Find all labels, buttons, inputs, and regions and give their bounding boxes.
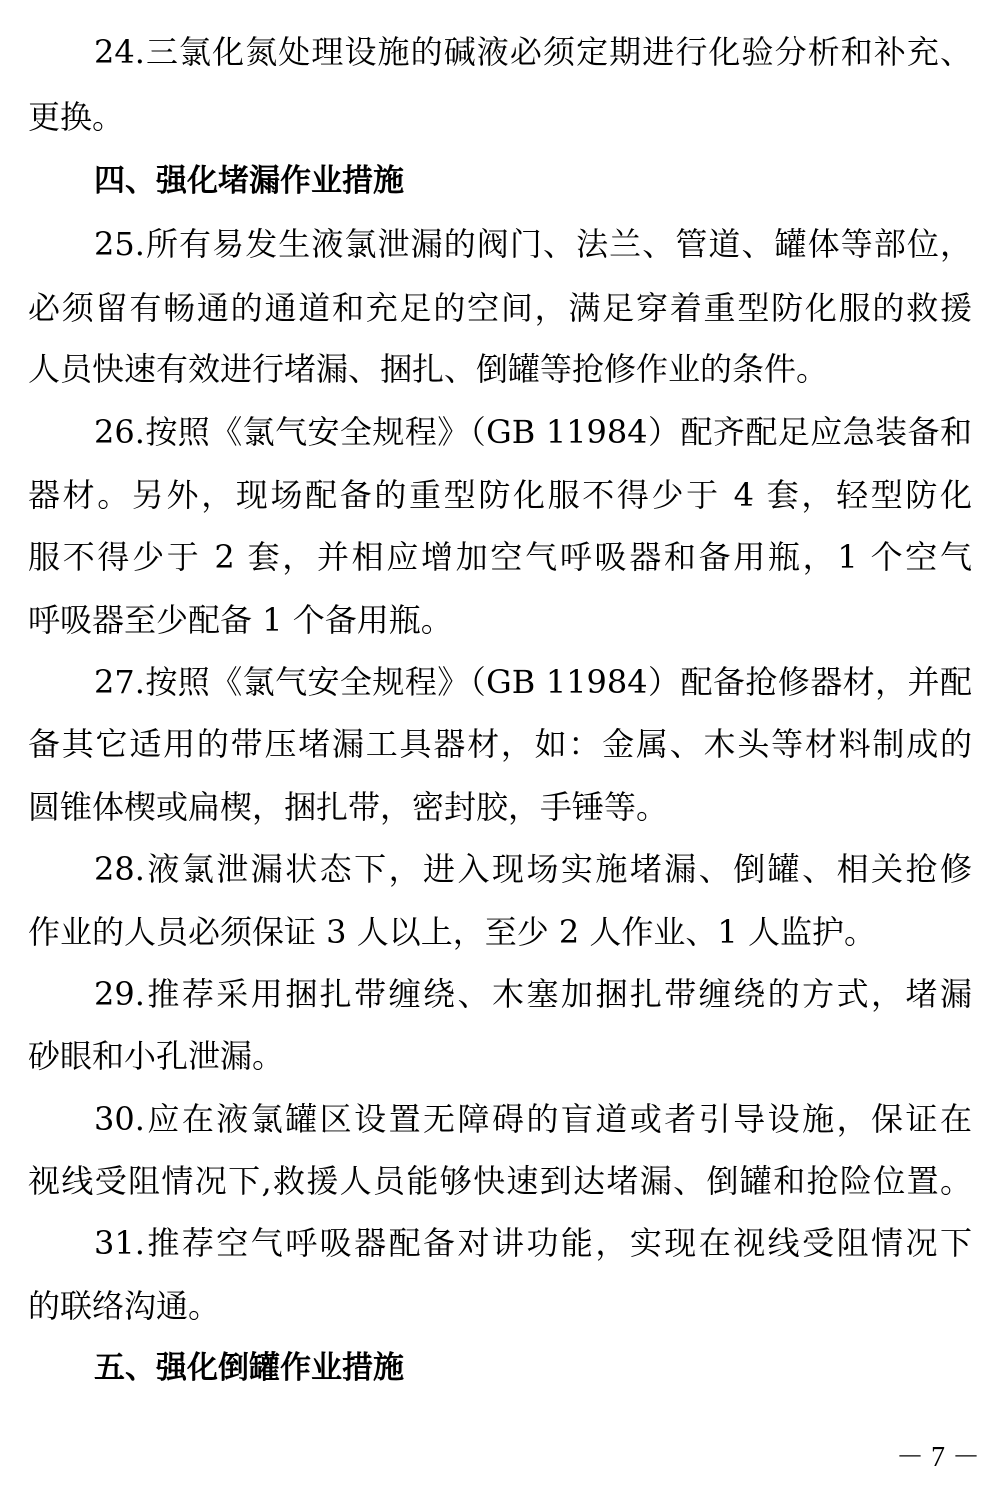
section-heading-5: 五、强化倒罐作业措施	[94, 1350, 404, 1386]
paragraph-27-line-3: 圆锥体楔或扁楔，捆扎带，密封胶，手锤等。	[28, 788, 669, 826]
paragraph-30-line-1: 30.应在液氯罐区设置无障碍的盲道或者引导设施，保证在	[94, 1100, 972, 1138]
paragraph-29-line-1: 29.推荐采用捆扎带缠绕、木塞加捆扎带缠绕的方式，堵漏	[94, 975, 972, 1013]
paragraph-31-line-2: 的联络沟通。	[28, 1287, 221, 1325]
paragraph-27-line-1: 27.按照《氯气安全规程》（GB 11984）配备抢修器材，并配	[94, 663, 972, 701]
paragraph-28-line-1: 28.液氯泄漏状态下，进入现场实施堵漏、倒罐、相关抢修	[94, 850, 972, 888]
paragraph-28-line-2: 作业的人员必须保证 3 人以上，至少 2 人作业、1 人监护。	[28, 913, 876, 951]
paragraph-25-line-3: 人员快速有效进行堵漏、捆扎、倒罐等抢修作业的条件。	[28, 350, 829, 388]
paragraph-26-line-1: 26.按照《氯气安全规程》（GB 11984）配齐配足应急装备和	[94, 413, 972, 451]
paragraph-31-line-1: 31.推荐空气呼吸器配备对讲功能，实现在视线受阻情况下	[94, 1224, 972, 1262]
page-number: － 7 －	[896, 1442, 981, 1473]
paragraph-27-line-2: 备其它适用的带压堵漏工具器材，如：金属、木头等材料制成的	[28, 725, 972, 763]
paragraph-30-line-2: 视线受阻情况下,救援人员能够快速到达堵漏、倒罐和抢险位置。	[28, 1162, 972, 1200]
paragraph-26-line-2: 器材。另外，现场配备的重型防化服不得少于 4 套，轻型防化	[28, 476, 972, 514]
paragraph-26-line-3: 服不得少于 2 套，并相应增加空气呼吸器和备用瓶，1 个空气	[28, 538, 972, 576]
paragraph-26-line-4: 呼吸器至少配备 1 个备用瓶。	[28, 601, 453, 639]
paragraph-24-line-1: 24.三氯化氮处理设施的碱液必须定期进行化验分析和补充、	[94, 33, 972, 71]
paragraph-24-line-2: 更换。	[28, 98, 125, 136]
paragraph-25-line-1: 25.所有易发生液氯泄漏的阀门、法兰、管道、罐体等部位，	[94, 225, 972, 263]
paragraph-29-line-2: 砂眼和小孔泄漏。	[28, 1037, 285, 1075]
paragraph-25-line-2: 必须留有畅通的通道和充足的空间，满足穿着重型防化服的救援	[28, 289, 972, 327]
section-heading-4: 四、强化堵漏作业措施	[94, 163, 404, 199]
